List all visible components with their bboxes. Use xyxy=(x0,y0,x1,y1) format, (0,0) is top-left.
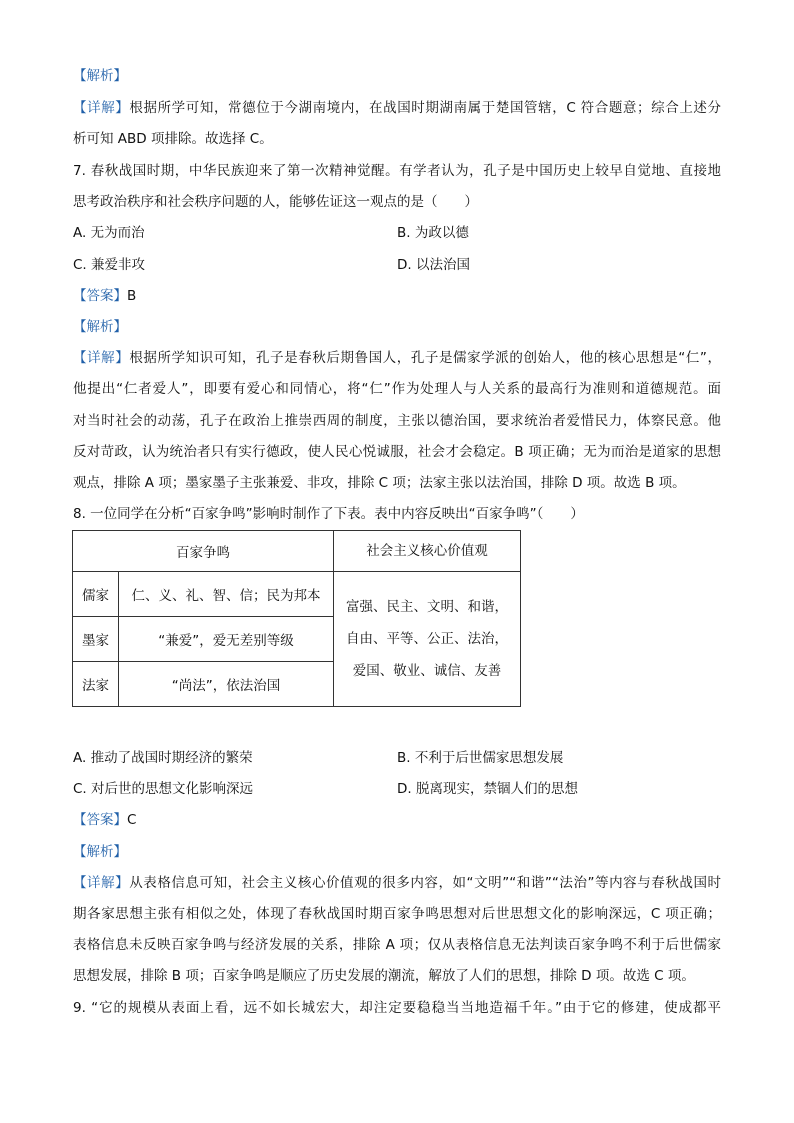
table-cell-idea: “尚法”，依法治国 xyxy=(119,662,334,707)
table-cell-idea: “兼爱”，爱无差别等级 xyxy=(119,617,334,662)
table-cell-school: 法家 xyxy=(73,662,119,707)
q7-detail-line-3: 对当时社会的动荡，孔子在政治上推崇西周的制度，主张以德治国，要求统治者爱惜民力，体察民意。他 xyxy=(73,413,721,429)
table-cell-idea: 仁、义、礼、智、信；民为邦本 xyxy=(119,572,334,617)
q7-detail-line-5: 观点，排除 A 项；墨家墨子主张兼爱、非攻，排除 C 项；法家主张以法治国，排除 D 项。故选 B 项。 xyxy=(73,475,686,491)
q7-detail-line-4: 反对苛政，认为统治者只有实行德政，使人民心悦诚服，社会才会稳定。B 项正确；无为而治是道家的思想 xyxy=(73,444,721,460)
q7-option-c: C. 兼爱非攻 xyxy=(73,257,146,273)
table-header-hundred-schools: 百家争鸣 xyxy=(73,531,334,572)
table-cell-core-values: 富强、民主、文明、和谐， 自由、平等、公正、法治， 爱国、敬业、诚信、友善 xyxy=(334,572,521,707)
q8-option-c: C. 对后世的思想文化影响深远 xyxy=(73,781,254,797)
q8-option-a: A. 推动了战国时期经济的繁荣 xyxy=(73,750,253,766)
table-header-core-values: 社会主义核心价值观 xyxy=(334,531,521,572)
q6-detail-line-1: 【详解】根据所学可知，常德位于今湖南境内，在战国时期湖南属于楚国管辖，C 符合题意；综合上述分 xyxy=(73,100,722,116)
q8-detail-line-1: 【详解】从表格信息可知，社会主义核心价值观的很多内容，如“文明”“和谐”“法治”等内容与春秋战国时 xyxy=(73,875,722,891)
q7-stem-line-2: 思考政治秩序和社会秩序问题的人，能够佐证这一观点的是（ ） xyxy=(73,194,478,210)
analysis-label: 【解析】 xyxy=(73,844,127,860)
table-cell-school: 墨家 xyxy=(73,617,119,662)
q7-detail-line-1: 【详解】根据所学知识可知，孔子是春秋后期鲁国人，孔子是儒家学派的创始人，他的核心思想是“仁”， xyxy=(73,350,721,366)
q8-detail-line-2: 期各家思想主张有相似之处，体现了春秋战国时期百家争鸣思想对后世思想文化的影响深远，C 项正确； xyxy=(73,906,721,922)
detail-label: 【详解】 xyxy=(73,875,130,891)
comparison-table xyxy=(72,530,521,707)
q9-stem-line-1: 9. “它的规模从表面上看，远不如长城宏大，却注定要稳稳当当地造福千年。”由于它的修建，使成都平 xyxy=(73,1000,721,1016)
q8-stem: 8. 一位同学在分析“百家争鸣”影响时制作了下表。表中内容反映出“百家争鸣”（ ） xyxy=(73,506,584,522)
analysis-label: 【解析】 xyxy=(73,319,127,335)
q7-option-d: D. 以法治国 xyxy=(397,257,470,273)
q7-detail-line-2: 他提出“仁者爱人”，即要有爱心和同情心，将“仁”作为处理人与人关系的最高行为准则和道德规范。面 xyxy=(73,381,721,397)
detail-label: 【详解】 xyxy=(73,100,130,116)
q8-option-d: D. 脱离现实，禁锢人们的思想 xyxy=(397,781,578,797)
table-cell-school: 儒家 xyxy=(73,572,119,617)
q8-answer: 【答案】C xyxy=(73,812,137,828)
q7-option-a: A. 无为而治 xyxy=(73,225,145,241)
q7-stem-line-1: 7. 春秋战国时期，中华民族迎来了第一次精神觉醒。有学者认为，孔子是中国历史上较早自觉地、直接地 xyxy=(73,163,721,179)
analysis-label: 【解析】 xyxy=(73,68,127,84)
q6-detail-line-2: 析可知 ABD 项排除。故选择 C。 xyxy=(73,131,273,147)
detail-label: 【详解】 xyxy=(73,350,130,366)
q7-answer: 【答案】B xyxy=(73,288,137,304)
q7-option-b: B. 为政以德 xyxy=(397,225,469,241)
answer-label: 【答案】 xyxy=(73,812,127,828)
q8-option-b: B. 不利于后世儒家思想发展 xyxy=(397,750,564,766)
q8-detail-line-4: 思想发展，排除 B 项；百家争鸣是顺应了历史发展的潮流，解放了人们的思想，排除 D 项。故选 C 项。 xyxy=(73,968,695,984)
answer-label: 【答案】 xyxy=(73,288,127,304)
q8-detail-line-3: 表格信息未反映百家争鸣与经济发展的关系，排除 A 项；仅从表格信息无法判读百家争鸣不利于后世儒家 xyxy=(73,937,721,953)
